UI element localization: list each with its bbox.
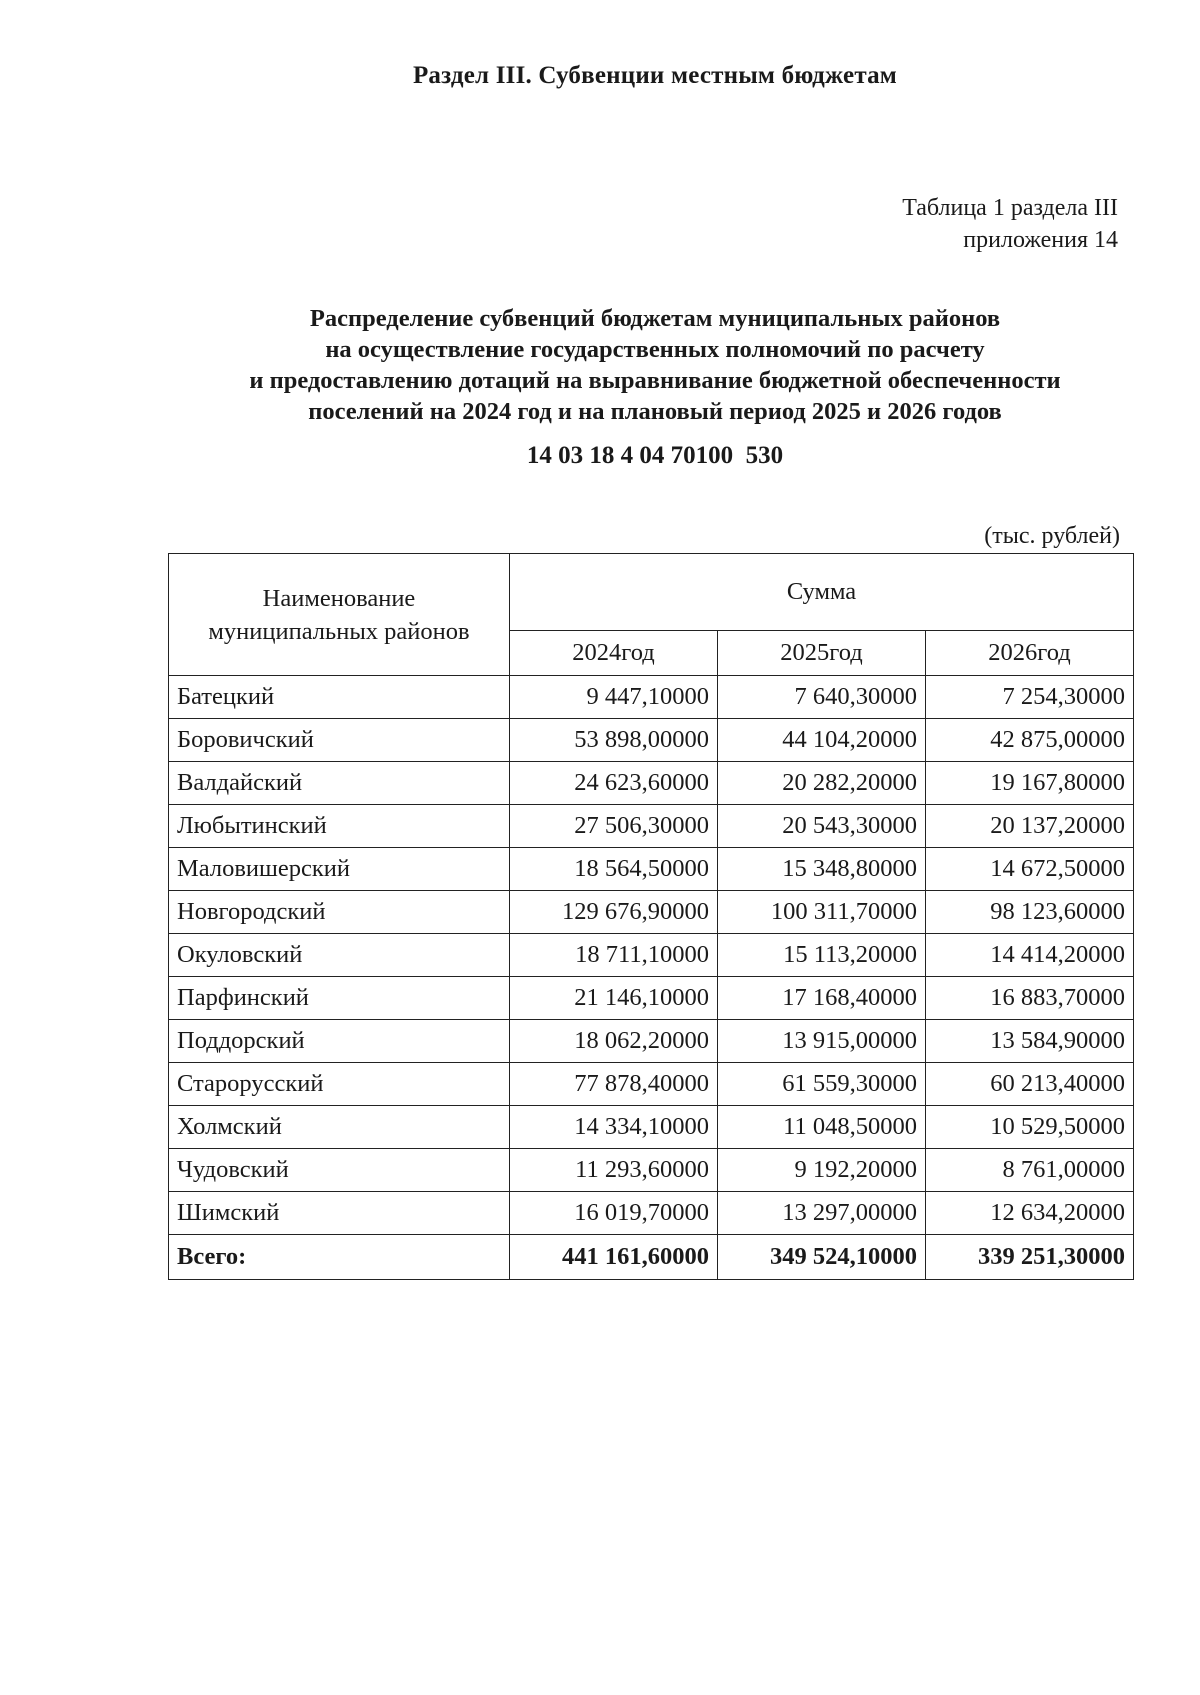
document-title-line-2: на осуществление государственных полномочий по расчету (325, 336, 985, 363)
table-row (169, 762, 1134, 805)
district-name: Новгородский (169, 891, 510, 934)
table-row (169, 891, 1134, 934)
value-2024: 14 334,10000 (510, 1106, 718, 1149)
total-label: Всего: (169, 1235, 510, 1280)
district-name: Окуловский (169, 934, 510, 977)
table-row (169, 1106, 1134, 1149)
header-year-2026: 2026год (926, 631, 1134, 676)
value-2026: 60 213,40000 (926, 1063, 1134, 1106)
value-2024: 24 623,60000 (510, 762, 718, 805)
table-row (169, 719, 1134, 762)
district-name: Валдайский (169, 762, 510, 805)
units-label: (тыс. рублей) (984, 523, 1120, 549)
value-2024: 129 676,90000 (510, 891, 718, 934)
value-2024: 53 898,00000 (510, 719, 718, 762)
table-row (169, 1020, 1134, 1063)
value-2026: 7 254,30000 (926, 676, 1134, 719)
district-name: Любытинский (169, 805, 510, 848)
header-municipality (169, 554, 510, 676)
value-2025: 9 192,20000 (718, 1149, 926, 1192)
value-2026: 8 761,00000 (926, 1149, 1134, 1192)
value-2025: 13 297,00000 (718, 1192, 926, 1235)
value-2025: 44 104,20000 (718, 719, 926, 762)
value-2024: 11 293,60000 (510, 1149, 718, 1192)
value-2026: 12 634,20000 (926, 1192, 1134, 1235)
header-year-2024: 2024год (510, 631, 718, 676)
total-2024: 441 161,60000 (510, 1235, 718, 1280)
district-name: Боровичский (169, 719, 510, 762)
value-2024: 9 447,10000 (510, 676, 718, 719)
header-municipality-line-2: муниципальных районов (208, 617, 470, 645)
value-2024: 77 878,40000 (510, 1063, 718, 1106)
district-name: Поддорский (169, 1020, 510, 1063)
table-reference (902, 192, 1118, 256)
section-title: Раздел III. Субвенции местным бюджетам (412, 62, 898, 89)
value-2026: 98 123,60000 (926, 891, 1134, 934)
value-2025: 13 915,00000 (718, 1020, 926, 1063)
value-2024: 18 711,10000 (510, 934, 718, 977)
value-2025: 15 113,20000 (718, 934, 926, 977)
district-name: Батецкий (169, 676, 510, 719)
value-2026: 19 167,80000 (926, 762, 1134, 805)
district-name: Парфинский (169, 977, 510, 1020)
value-2025: 15 348,80000 (718, 848, 926, 891)
value-2026: 14 414,20000 (926, 934, 1134, 977)
district-name: Старорусский (169, 1063, 510, 1106)
table-row (169, 805, 1134, 848)
district-name: Чудовский (169, 1149, 510, 1192)
document-title-line-1: Распределение субвенций бюджетам муниципальных районов (309, 305, 1001, 332)
table-row (169, 848, 1134, 891)
value-2026: 10 529,50000 (926, 1106, 1134, 1149)
table-row (169, 934, 1134, 977)
budget-code: 14 03 18 4 04 70100 530 (526, 442, 784, 469)
table-row (169, 1192, 1134, 1235)
district-name: Маловишерский (169, 848, 510, 891)
value-2024: 27 506,30000 (510, 805, 718, 848)
total-2026: 339 251,30000 (926, 1235, 1134, 1280)
value-2024: 21 146,10000 (510, 977, 718, 1020)
header-municipality-line-1: Наименование (262, 584, 416, 612)
value-2026: 42 875,00000 (926, 719, 1134, 762)
table-reference-line-2: приложения 14 (963, 227, 1118, 253)
header-year-2025: 2025год (718, 631, 926, 676)
header-sum: Сумма (510, 554, 1134, 631)
value-2025: 20 282,20000 (718, 762, 926, 805)
total-2025: 349 524,10000 (718, 1235, 926, 1280)
value-2024: 18 564,50000 (510, 848, 718, 891)
value-2025: 7 640,30000 (718, 676, 926, 719)
document-title-line-4: поселений на 2024 год и на плановый период 2025 и 2026 годов (308, 398, 1002, 425)
value-2025: 11 048,50000 (718, 1106, 926, 1149)
total-row (169, 1235, 1134, 1280)
district-name: Шимский (169, 1192, 510, 1235)
value-2025: 17 168,40000 (718, 977, 926, 1020)
document-title-line-3: и предоставлению дотаций на выравнивание бюджетной обеспеченности (249, 367, 1061, 394)
table-row (169, 1149, 1134, 1192)
subvention-table (168, 553, 1134, 1280)
value-2026: 14 672,50000 (926, 848, 1134, 891)
value-2025: 61 559,30000 (718, 1063, 926, 1106)
value-2026: 16 883,70000 (926, 977, 1134, 1020)
value-2024: 18 062,20000 (510, 1020, 718, 1063)
table-reference-line-1: Таблица 1 раздела III (902, 195, 1118, 221)
table-row (169, 977, 1134, 1020)
value-2025: 20 543,30000 (718, 805, 926, 848)
value-2025: 100 311,70000 (718, 891, 926, 934)
table-row (169, 1063, 1134, 1106)
document-title (0, 303, 1200, 427)
district-name: Холмский (169, 1106, 510, 1149)
value-2026: 20 137,20000 (926, 805, 1134, 848)
value-2026: 13 584,90000 (926, 1020, 1134, 1063)
value-2024: 16 019,70000 (510, 1192, 718, 1235)
table-row (169, 676, 1134, 719)
